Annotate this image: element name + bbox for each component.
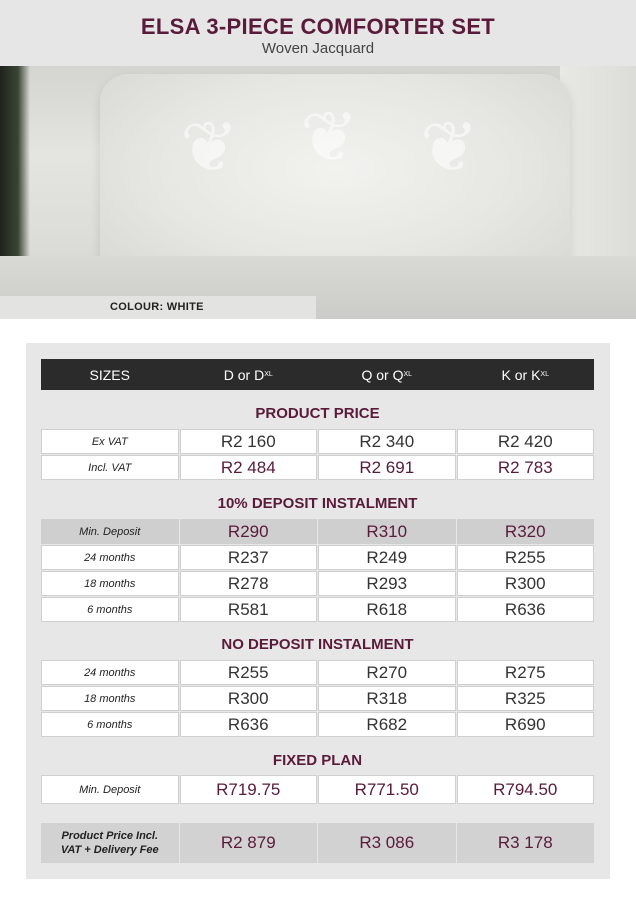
table-row	[41, 686, 594, 711]
sizes-header: SIZES	[89, 366, 130, 383]
price-cell: R2 879	[180, 823, 318, 863]
damask-motif: ❦	[180, 108, 239, 186]
damask-motif: ❦	[300, 98, 359, 176]
total-price-row	[41, 823, 594, 863]
section-title-no-deposit-instalment: NO DEPOSIT INSTALMENT	[221, 636, 414, 653]
price-cell: R690	[457, 712, 595, 737]
section-title-fixed-plan: FIXED PLAN	[272, 752, 363, 769]
price-cell: R278	[180, 571, 318, 596]
price-cell: R719.75	[180, 775, 318, 804]
price-cell: R2 340	[318, 429, 456, 454]
table-row	[41, 545, 594, 570]
back-pillow	[560, 66, 636, 266]
price-cell: R275	[457, 660, 595, 685]
row-label: 24 months	[41, 660, 179, 685]
row-label: 24 months	[41, 545, 179, 570]
table-row	[41, 455, 594, 480]
price-cell: R255	[457, 545, 595, 570]
table-row	[41, 429, 594, 454]
row-label: 6 months	[41, 712, 179, 737]
price-cell: R2 160	[180, 429, 318, 454]
row-label: Min. Deposit	[41, 775, 179, 804]
table-row	[41, 519, 594, 544]
row-label: Ex VAT	[41, 429, 179, 454]
price-cell: R2 783	[457, 455, 595, 480]
product-photo	[0, 66, 636, 319]
page-header	[0, 0, 636, 66]
price-cell: R249	[318, 545, 456, 570]
price-cell: R2 484	[180, 455, 318, 480]
total-label-line1: Product Price Incl.	[61, 830, 159, 842]
table-row	[41, 712, 594, 737]
colour-label-strip	[0, 296, 316, 319]
section-title-product-price: PRODUCT PRICE	[255, 405, 380, 422]
price-cell: R300	[180, 686, 318, 711]
size-q-header: Q or Q XL	[361, 366, 413, 383]
table-header	[41, 359, 594, 390]
price-cell: R636	[180, 712, 318, 737]
price-cell: R794.50	[457, 775, 595, 804]
price-cell: R310	[318, 519, 456, 544]
row-label: Min. Deposit	[41, 519, 179, 544]
price-cell: R682	[318, 712, 456, 737]
table-row	[41, 775, 594, 804]
price-cell: R2 691	[318, 455, 456, 480]
row-label: Incl. VAT	[41, 455, 179, 480]
price-cell: R320	[457, 519, 595, 544]
price-cell: R290	[180, 519, 318, 544]
price-cell: R237	[180, 545, 318, 570]
price-cell: R318	[318, 686, 456, 711]
row-label	[41, 823, 179, 863]
price-cell: R300	[457, 571, 595, 596]
product-title: ELSA 3-PIECE COMFORTER SET	[140, 14, 496, 39]
section-title-deposit-instalment: 10% DEPOSIT INSTALMENT	[217, 495, 418, 512]
price-cell: R771.50	[318, 775, 456, 804]
table-row	[41, 597, 594, 622]
row-label: 18 months	[41, 571, 179, 596]
size-k-header: K or K XL	[501, 366, 549, 383]
price-cell: R636	[457, 597, 595, 622]
price-cell: R270	[318, 660, 456, 685]
damask-motif: ❦	[420, 108, 479, 186]
size-d-header: D or D XL	[223, 366, 273, 383]
price-cell: R325	[457, 686, 595, 711]
price-cell: R255	[180, 660, 318, 685]
total-label-line2: VAT + Delivery Fee	[60, 844, 159, 856]
price-cell: R293	[318, 571, 456, 596]
price-cell: R618	[318, 597, 456, 622]
row-label: 6 months	[41, 597, 179, 622]
product-subtitle: Woven Jacquard	[261, 40, 375, 57]
price-cell: R581	[180, 597, 318, 622]
table-row	[41, 571, 594, 596]
table-row	[41, 660, 594, 685]
row-label: 18 months	[41, 686, 179, 711]
price-cell: R2 420	[457, 429, 595, 454]
price-cell: R3 086	[318, 823, 456, 863]
price-cell: R3 178	[457, 823, 595, 863]
colour-label: COLOUR: WHITE	[110, 301, 204, 313]
